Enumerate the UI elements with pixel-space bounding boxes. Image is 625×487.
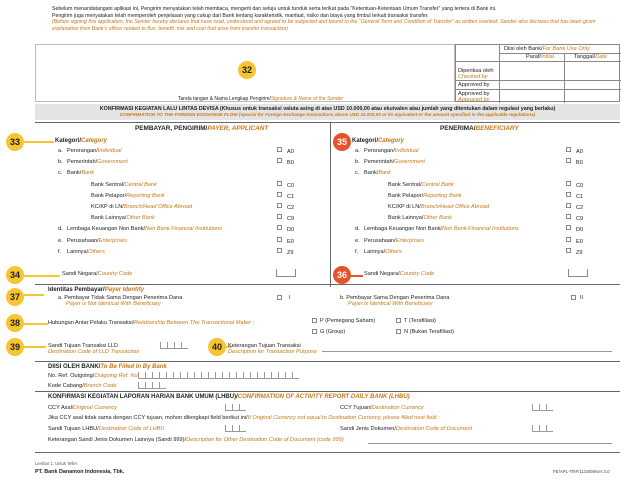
beneficiary-category-checkbox[interactable] [566, 203, 571, 208]
beneficiary-category-checkbox[interactable] [566, 181, 571, 186]
item-label-en: Government [97, 159, 128, 166]
item-letter: c. [58, 170, 63, 177]
item-label-en: Branch/Head Office Abroad [420, 204, 490, 210]
item-label-en: Individual [97, 148, 122, 154]
beneficiary-category-code: C0 [576, 182, 584, 189]
marker-33: 33 [6, 133, 24, 151]
beneficiary-category-code: C9 [576, 216, 584, 223]
payer-category-item [82, 204, 192, 210]
item-label: Bank/ [67, 170, 82, 177]
ccy-original-label: CCY Asal/Original Currency [48, 405, 117, 411]
item-label-en: Bank [378, 170, 392, 177]
beneficiary-category-item [379, 193, 462, 199]
item-label-en: Individual [394, 148, 419, 154]
item-label: Lembaga Keuangan Non Bank/ [364, 226, 443, 233]
paraf-header: Paraf/Initial [526, 54, 554, 60]
footer-sheet-note: Lembar 1: Untuk Teller [35, 461, 78, 466]
payer-category-item [82, 193, 165, 199]
tanggal-header: Tanggal/Date [574, 54, 607, 60]
item-letter: f. [58, 248, 62, 255]
marker-34: 34 [6, 266, 24, 284]
approved-by-1: Approved by [458, 82, 490, 88]
payer-category-checkbox[interactable] [277, 192, 282, 197]
lhbu-title: KONFIRMASI KEGIATAN LAPORAN HARIAN BANK UMUM (LHBU)/CONFIRMATION OF ACTIVITY REPORT DAILY BANK (LHBU) [48, 394, 410, 400]
item-letter: b. [58, 159, 63, 166]
item-label-en: Bank [81, 170, 95, 177]
item-label-en: Others [88, 248, 105, 255]
marker-38-line [24, 323, 48, 325]
payer-category-checkbox[interactable] [277, 214, 282, 219]
beneficiary-category-checkbox[interactable] [566, 237, 571, 242]
beneficiary-category-checkbox[interactable] [566, 214, 571, 219]
item-letter: a. [355, 148, 360, 154]
marker-33-line [24, 141, 54, 143]
beneficiary-category-code: D0 [576, 227, 584, 234]
relationship-n-checkbox[interactable] [396, 329, 401, 334]
item-letter: e. [355, 237, 360, 244]
transaction-purpose-label: Keterangan Tujuan Transaksi Description for Transaction Purpose [228, 343, 317, 356]
beneficiary-category-item [379, 204, 489, 210]
beneficiary-category-label: Kategori/Category [352, 138, 405, 144]
payer-category-item [58, 249, 105, 255]
branch-code-input[interactable] [138, 382, 166, 391]
marker-37-line [24, 294, 44, 296]
beneficiary-category-checkbox[interactable] [566, 158, 571, 163]
item-letter: d. [355, 226, 360, 233]
payer-category-item [58, 170, 94, 176]
payer-category-code: E0 [287, 238, 294, 245]
item-label-en: Reporting Bank [126, 192, 165, 199]
item-label: Pemerintah/ [364, 159, 395, 166]
payer-category-checkbox[interactable] [277, 181, 282, 186]
item-label-en: Government [394, 159, 425, 166]
beneficiary-category-item [355, 249, 402, 255]
beneficiary-category-code: Z9 [576, 249, 583, 256]
item-letter: f. [355, 248, 359, 255]
relationship-g-label: G (Group) [320, 329, 346, 335]
item-label-en: Non Bank Financial Institutions [145, 226, 222, 233]
branch-code-label: Kode Cabang/Branch Code [48, 383, 117, 389]
payer-category-checkbox[interactable] [277, 237, 282, 242]
relationship-n-label: N (Bukan Terafiliasi) [404, 329, 454, 335]
item-label: Bank Sentral/ [91, 181, 125, 188]
payer-category-item [82, 215, 155, 221]
intro-line2: Pengirim juga menyatakan telah memperoleh penjelasan yang cukup dari Bank tentang karakteristik, manfaat, risiko dan biaya yang timbul terkait transaksi transfer. [52, 12, 429, 19]
other-document-code-label: Keterangan Sandi Jenis Dokumen Lainnya (Sandi 999)/Description for Other Destination Code of Document (code 999) [48, 437, 344, 443]
payer-identical-code: II [580, 295, 584, 301]
bank-use-header: Diisi oleh Bank/For Bank Use Only [504, 46, 590, 52]
bank-use-table [455, 44, 620, 102]
payer-identical: b. Pembayar Sama Dengan Penerima Dana Payer is Identical With Beneficiary [340, 295, 450, 308]
beneficiary-category-item [355, 238, 424, 244]
beneficiary-category-code: C2 [576, 205, 584, 211]
approved-by-2: Approved by [458, 91, 490, 97]
item-label: Perusahaan/ [364, 237, 396, 244]
signature-label: Tanda tangan & Nama Lengkap Pengirim/Signature & Name of the Sender [178, 96, 344, 102]
marker-36: 36 [333, 266, 351, 284]
item-label: Perorangan/ [364, 148, 395, 154]
item-label-en: Enterprises [395, 237, 425, 244]
payer-identity-title: Identitas Pembayar/Payer Identity [48, 287, 145, 293]
marker-36-line [351, 275, 363, 277]
item-label: KC/KP di LN/ [91, 204, 124, 210]
item-label-en: Enterprises [98, 237, 128, 244]
marker-38: 38 [6, 314, 24, 332]
beneficiary-category-item [379, 215, 452, 221]
marker-35: 35 [333, 133, 351, 151]
item-letter: b. [355, 159, 360, 166]
intro-line3: (Before signing this application, the Sender hereby declares that have read, understood and agreed to be subjected and bound to the "General Term and Condition of Transfer" as written overleaf. Sender also declares that has been given explanation from Bank's officer related to flux, benefit, risk and cost that arise from transfer transaction) [52, 19, 596, 32]
payer-category-code: C2 [287, 205, 295, 211]
relationship-t-label: T (Terafiliasi) [404, 318, 436, 324]
beneficiary-category-code: A0 [576, 149, 583, 155]
lhbu-destination-code-input[interactable] [225, 425, 246, 434]
beneficiary-category-code: B0 [576, 160, 583, 167]
item-label: Bank/ [364, 170, 379, 177]
payer-column-header: PEMBAYAR, PENGIRIM/PAYER, APPLICANT [135, 125, 269, 132]
beneficiary-category-item [379, 182, 454, 188]
payer-category-code: C1 [287, 193, 295, 200]
item-label: Bank Sentral/ [388, 181, 422, 188]
checked-by-label: Diperiksa oleh [458, 68, 494, 74]
item-label: Lainnya/ [364, 248, 386, 255]
item-label-en: Central Bank [124, 181, 157, 188]
item-label: Bank Lainnya/ [91, 215, 127, 222]
document-code-label: Sandi Jenis Dokumen/Destination Code of Document [340, 426, 473, 432]
marker-39-line [24, 346, 46, 348]
intro-text [52, 6, 617, 32]
payer-category-checkbox[interactable] [277, 248, 282, 253]
beneficiary-category-item [355, 159, 425, 165]
payer-category-checkbox[interactable] [277, 225, 282, 230]
item-label-en: Other Bank [126, 215, 155, 222]
lld-destination-code-label: Sandi Tujuan Transaksi LLD Destination Code of LLD Transaction [48, 343, 140, 356]
item-label-en: Non Bank Financial Institutions [442, 226, 519, 233]
item-label-en: Branch/Head Office Abroad [123, 204, 193, 210]
marker-32: 32 [238, 61, 256, 79]
payer-country-code: Sandi Negara/Country Code [62, 271, 133, 277]
payer-identical-checkbox[interactable] [571, 295, 576, 300]
beneficiary-column-header: PENERIMA/BENEFICIARY [440, 125, 519, 132]
beneficiary-category-checkbox[interactable] [566, 248, 571, 253]
beneficiary-category-item [355, 148, 418, 154]
payer-category-code: A0 [287, 149, 294, 155]
item-label-en: Reporting Bank [423, 192, 462, 199]
lhbu-destination-code-label: Sandi Tujuan LHBU/Destination Code of LHBU [48, 426, 165, 432]
payer-category-item [58, 159, 128, 165]
relationship-g-checkbox[interactable] [312, 329, 317, 334]
payer-not-identical-code: I [289, 295, 291, 301]
outgoing-ref-input[interactable] [138, 372, 299, 381]
item-label: Perusahaan/ [67, 237, 99, 244]
transaction-purpose-input[interactable] [322, 351, 612, 352]
payer-category-code: C9 [287, 216, 295, 223]
relationship-label: Hubungan Antar Pelaku Transaksi/Relationship Between The Transactional Maker : [48, 320, 255, 326]
ccy-destination-input[interactable] [532, 404, 553, 413]
item-letter: a. [58, 148, 63, 154]
marker-34-line [24, 275, 60, 277]
item-label: KC/KP di LN/ [388, 204, 421, 210]
payer-category-label: Kategori/Category [55, 138, 108, 144]
payer-category-checkbox[interactable] [277, 203, 282, 208]
other-document-code-input[interactable] [368, 443, 612, 444]
document-code-input[interactable] [532, 425, 553, 434]
relationship-t-checkbox[interactable] [396, 318, 401, 323]
item-letter: e. [58, 237, 63, 244]
item-label: Perorangan/ [67, 148, 98, 154]
konfirmasi-title: KONFIRMASI KEGIATAN LALU LINTAS DEVISA (Khusus untuk transaksi valuta asing di atas USD 10.000,00 atau ekuivalen atau jumlah yang ditentukan dalam regulasi yang berlaku) [99, 106, 556, 112]
item-label: Pemerintah/ [67, 159, 98, 166]
payer-category-code: B0 [287, 160, 294, 167]
footer-company: PT. Bank Danamon Indonesia, Tbk. [35, 469, 125, 475]
payer-not-identical-checkbox[interactable] [277, 295, 282, 300]
lld-destination-code-input[interactable] [160, 342, 188, 351]
ccy-original-input[interactable] [225, 404, 246, 413]
beneficiary-country-code-input[interactable] [568, 269, 588, 277]
relationship-p-checkbox[interactable] [312, 318, 317, 323]
item-letter: c. [355, 170, 360, 177]
beneficiary-category-checkbox[interactable] [566, 147, 571, 152]
payer-category-item [82, 182, 157, 188]
item-letter: d. [58, 226, 63, 233]
marker-40: 40 [208, 338, 226, 356]
payer-category-checkbox[interactable] [277, 158, 282, 163]
beneficiary-country-code: Sandi Negara/Country Code [364, 271, 435, 277]
beneficiary-category-checkbox[interactable] [566, 225, 571, 230]
beneficiary-category-code: C1 [576, 193, 584, 200]
marker-37: 37 [6, 288, 24, 306]
konfirmasi-subtitle: CONFIRMATION TO THE FOREIGN EXCHANGE FLOW (Special for Foreign Exchange transactions above USD 10.000,00 or its equivalent or the amount specified in the applicable regulations) [119, 112, 536, 118]
payer-category-code: C0 [287, 182, 295, 189]
checked-by-en: Checked by [458, 74, 488, 80]
payer-category-checkbox[interactable] [277, 147, 282, 152]
item-label: Bank Pelapor/ [91, 192, 127, 199]
approved-by-2-en: Approved by [458, 97, 490, 103]
outgoing-ref-label: No. Ref. Outgoing/Outgoing Ref. No. [48, 373, 140, 379]
beneficiary-category-code: E0 [576, 238, 583, 245]
item-label: Lainnya/ [67, 248, 89, 255]
item-label-en: Others [385, 248, 402, 255]
payer-category-item [58, 226, 222, 232]
payer-category-item [58, 148, 121, 154]
payer-category-code: D0 [287, 227, 295, 234]
item-label: Bank Pelapor/ [388, 192, 424, 199]
marker-39: 39 [6, 338, 24, 356]
item-label: Lembaga Keuangan Non Bank/ [67, 226, 146, 233]
ccy-destination-label: CCY Tujuan/Destination Currency [340, 405, 424, 411]
relationship-p-label: P (Pemegang Saham) [320, 318, 376, 324]
payer-category-item [58, 238, 127, 244]
footer-form-code: FE/APL-TRF/11/2008/ver 3.0 [553, 469, 610, 474]
beneficiary-category-checkbox[interactable] [566, 192, 571, 197]
filled-by-bank-title: DIISI OLEH BANK/To Be Filled In By Bank [48, 364, 167, 370]
payer-country-code-input[interactable] [276, 269, 296, 277]
beneficiary-category-item [355, 226, 519, 232]
beneficiary-category-item [355, 170, 391, 176]
intro-line1: Sebelum menandatangani aplikasi ini, Pengirim menyatakan telah membaca, mengerti dan setuju untuk tunduk serta terikat pada "Ketentuan-Ketentuan Umum Transfer" yang tertera di Bank ini. [52, 6, 497, 12]
item-label: Bank Lainnya/ [388, 215, 424, 222]
item-label-en: Central Bank [421, 181, 454, 188]
ccy-mismatch-note: Jika CCY asal tidak sama dengan CCY tujuan, mohon dilengkapi field berikut ini/If Original Currency not equal to Destination Currency, please filled next field : [48, 415, 440, 421]
konfirmasi-header [35, 104, 620, 120]
payer-category-code: Z9 [287, 249, 294, 256]
payer-not-identical: a. Pembayar Tidak Sama Dengan Penerima Dana Payer is Not Identical With Beneficiary [58, 295, 183, 308]
item-label-en: Other Bank [423, 215, 452, 222]
